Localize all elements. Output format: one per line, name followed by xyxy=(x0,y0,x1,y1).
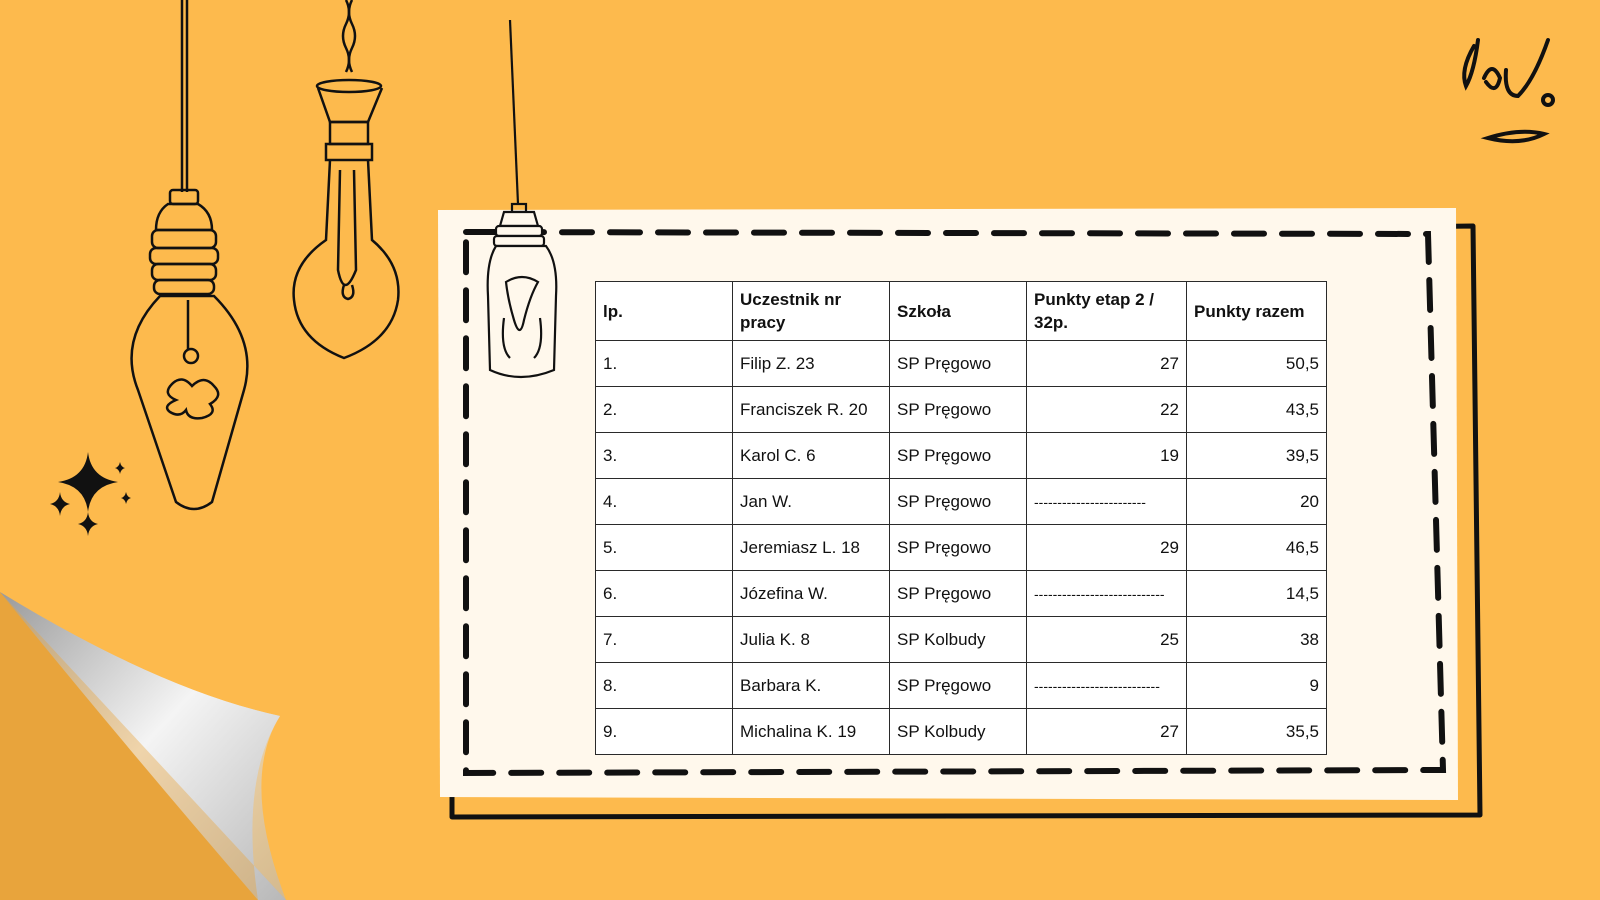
cell-stage2-points: 25 xyxy=(1027,617,1187,663)
table-row xyxy=(596,341,1327,387)
page-curl-icon xyxy=(0,592,286,900)
table-row xyxy=(596,617,1327,663)
cell-total-points: 35,5 xyxy=(1187,709,1327,755)
cell-stage2-points: 19 xyxy=(1027,433,1187,479)
header-participant: Uczestnik nr pracy xyxy=(733,282,890,341)
cell-total-points: 39,5 xyxy=(1187,433,1327,479)
cell-school: SP Kolbudy xyxy=(890,617,1027,663)
cell-school: SP Pręgowo xyxy=(890,433,1027,479)
cell-lp: 4. xyxy=(596,479,733,525)
cell-stage2-points: ---------------------------- xyxy=(1027,571,1187,617)
sparkle-icon xyxy=(50,452,131,536)
table-row xyxy=(596,479,1327,525)
hanging-bulb-icon xyxy=(132,0,248,509)
results-table xyxy=(595,281,1327,755)
cell-lp: 3. xyxy=(596,433,733,479)
cell-total-points: 43,5 xyxy=(1187,387,1327,433)
cell-stage2-points: --------------------------- xyxy=(1027,663,1187,709)
cell-total-points: 9 xyxy=(1187,663,1327,709)
header-lp: lp. xyxy=(596,282,733,341)
header-total-points: Punkty razem xyxy=(1187,282,1327,341)
cell-participant: Józefina W. xyxy=(733,571,890,617)
cell-lp: 5. xyxy=(596,525,733,571)
cell-school: SP Pręgowo xyxy=(890,479,1027,525)
cell-stage2-points: 27 xyxy=(1027,709,1187,755)
cell-lp: 1. xyxy=(596,341,733,387)
cell-participant: Michalina K. 19 xyxy=(733,709,890,755)
table-row xyxy=(596,387,1327,433)
table-row xyxy=(596,433,1327,479)
table-row xyxy=(596,525,1327,571)
cell-participant: Filip Z. 23 xyxy=(733,341,890,387)
cell-participant: Jeremiasz L. 18 xyxy=(733,525,890,571)
cell-participant: Julia K. 8 xyxy=(733,617,890,663)
cell-lp: 8. xyxy=(596,663,733,709)
cell-school: SP Pręgowo xyxy=(890,571,1027,617)
cell-school: SP Pręgowo xyxy=(890,387,1027,433)
hanging-bulb-icon xyxy=(294,0,399,358)
header-stage2-points: Punkty etap 2 / 32p. xyxy=(1027,282,1187,341)
cell-lp: 9. xyxy=(596,709,733,755)
table-header-row xyxy=(596,282,1327,341)
cell-total-points: 20 xyxy=(1187,479,1327,525)
cell-school: SP Pręgowo xyxy=(890,525,1027,571)
table-row xyxy=(596,709,1327,755)
cell-school: SP Pręgowo xyxy=(890,663,1027,709)
hanging-bulb-icon xyxy=(488,20,557,377)
table-row xyxy=(596,571,1327,617)
cell-school: SP Pręgowo xyxy=(890,341,1027,387)
results-table-container xyxy=(595,281,1327,755)
cell-lp: 2. xyxy=(596,387,733,433)
cell-stage2-points: 27 xyxy=(1027,341,1187,387)
cell-total-points: 50,5 xyxy=(1187,341,1327,387)
cell-total-points: 14,5 xyxy=(1187,571,1327,617)
cell-lp: 6. xyxy=(596,571,733,617)
cell-lp: 7. xyxy=(596,617,733,663)
cell-participant: Franciszek R. 20 xyxy=(733,387,890,433)
cell-school: SP Kolbudy xyxy=(890,709,1027,755)
cell-stage2-points: ------------------------ xyxy=(1027,479,1187,525)
cell-participant: Karol C. 6 xyxy=(733,433,890,479)
cell-total-points: 46,5 xyxy=(1187,525,1327,571)
table-row xyxy=(596,663,1327,709)
cell-participant: Jan W. xyxy=(733,479,890,525)
cell-total-points: 38 xyxy=(1187,617,1327,663)
cell-participant: Barbara K. xyxy=(733,663,890,709)
cell-stage2-points: 29 xyxy=(1027,525,1187,571)
header-school: Szkoła xyxy=(890,282,1027,341)
cell-stage2-points: 22 xyxy=(1027,387,1187,433)
signature-doodle-icon xyxy=(1464,40,1553,141)
